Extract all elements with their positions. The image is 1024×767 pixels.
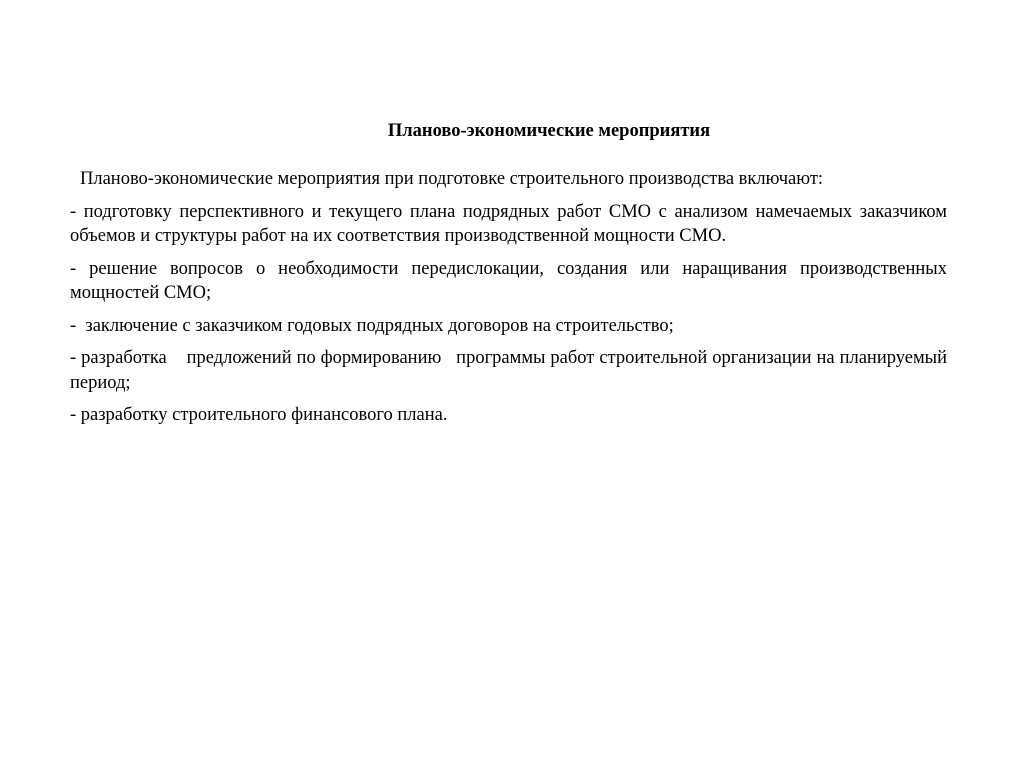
- intro-paragraph: Планово-экономические мероприятия при подготовке строительного производства включают:: [80, 169, 824, 189]
- list-item: - подготовку перспективного и текущего плана подрядных работ СМО с анализом намечаемых заказчиком объемов и структуры работ на их соответствия производственной мощности СМО.: [70, 201, 947, 246]
- list-item: - решение вопросов о необходимости передислокации, создания или наращивания производственных мощностей СМО;: [70, 258, 947, 303]
- list-item: - разработку строительного финансового плана.: [70, 405, 448, 425]
- page-title: Планово-экономические мероприятия: [387, 121, 711, 141]
- list-item: - заключение с заказчиком годовых подрядных договоров на строительство;: [70, 315, 674, 336]
- list-item: - разработка предложений по формированию программы работ строительной организации на планируемый период;: [70, 348, 952, 393]
- body-text: [70, 167, 952, 436]
